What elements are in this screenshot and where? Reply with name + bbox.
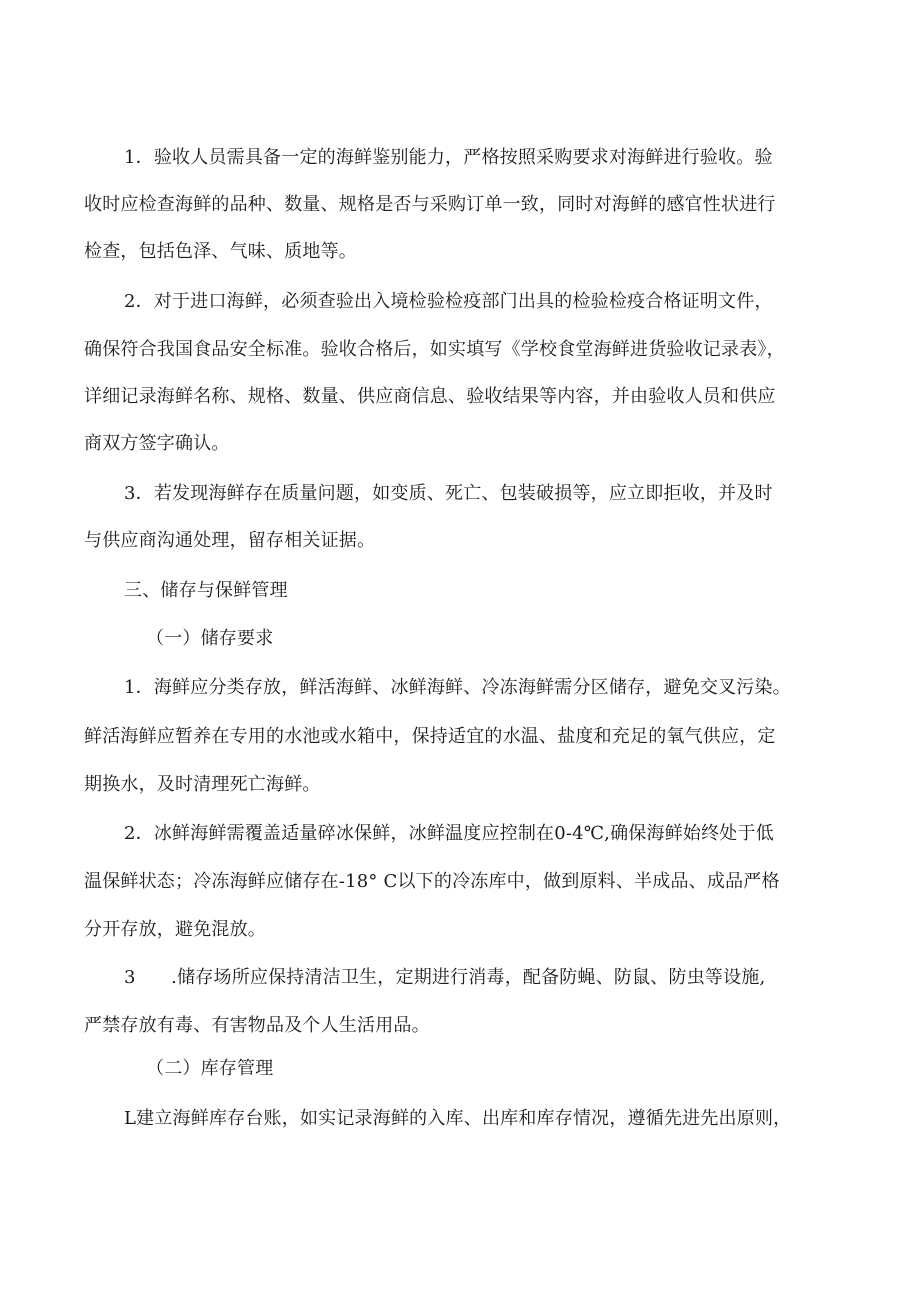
paragraph-5-line-2: 温保鲜状态；冷冻海鲜应储存在-18° C以下的冷冻库中，做到原料、半成品、成品严格 — [84, 871, 780, 892]
paragraph-4-line-1: 1．海鲜应分类存放，鲜活海鲜、冰鲜海鲜、冷冻海鲜需分区储存，避免交叉污染。 — [124, 677, 791, 698]
paragraph-3-line-2: 与供应商沟通处理，留存相关证据。 — [84, 530, 376, 551]
subsection-heading-storage: （一）储存要求 — [146, 628, 274, 649]
paragraph-1-line-3: 检查，包括色泽、气味、质地等。 — [84, 241, 357, 262]
paragraph-1-line-2: 收时应检查海鲜的品种、数量、规格是否与采购订单一致，同时对海鲜的感官性状进行 — [84, 194, 776, 215]
paragraph-6-line-2: 严禁存放有毒、有害物品及个人生活用品。 — [84, 1015, 430, 1036]
section-heading: 三、储存与保鲜管理 — [124, 580, 288, 601]
paragraph-2-line-1: 2．对于进口海鲜，必须查验出入境检验检疫部门出具的检验检疫合格证明文件， — [124, 291, 773, 312]
paragraph-5-line-1: 2．冰鲜海鲜需覆盖适量碎冰保鲜，冰鲜温度应控制在0-4℃,确保海鲜始终处于低 — [124, 823, 774, 844]
paragraph-6-line-1: 3 .储存场所应保持清洁卫生，定期进行消毒，配备防蝇、防鼠、防虫等设施, — [124, 967, 766, 988]
paragraph-2-line-3: 详细记录海鲜名称、规格、数量、供应商信息、验收结果等内容，并由验收人员和供应 — [84, 386, 776, 407]
paragraph-2-line-2: 确保符合我国食品安全标准。验收合格后，如实填写《学校食堂海鲜进货验收记录表》， — [84, 339, 785, 360]
paragraph-4-line-3: 期换水，及时清理死亡海鲜。 — [84, 774, 321, 795]
paragraph-5-line-3: 分开存放，避免混放。 — [84, 919, 266, 940]
paragraph-1-line-1: 1．验收人员需具备一定的海鲜鉴别能力，严格按照采购要求对海鲜进行验收。验 — [124, 147, 773, 168]
paragraph-3-line-1: 3．若发现海鲜存在质量问题，如变质、死亡、包装破损等，应立即拒收，并及时 — [124, 483, 773, 504]
paragraph-2-line-4: 商双方签字确认。 — [84, 433, 230, 454]
subsection-heading-inventory: （二）库存管理 — [146, 1058, 274, 1079]
paragraph-4-line-2: 鲜活海鲜应暂养在专用的水池或水箱中，保持适宜的水温、盐度和充足的氧气供应，定 — [84, 726, 776, 747]
paragraph-7-line-1: L建立海鲜库存台账，如实记录海鲜的入库、出库和库存情况，遵循先进先出原则， — [124, 1108, 792, 1129]
